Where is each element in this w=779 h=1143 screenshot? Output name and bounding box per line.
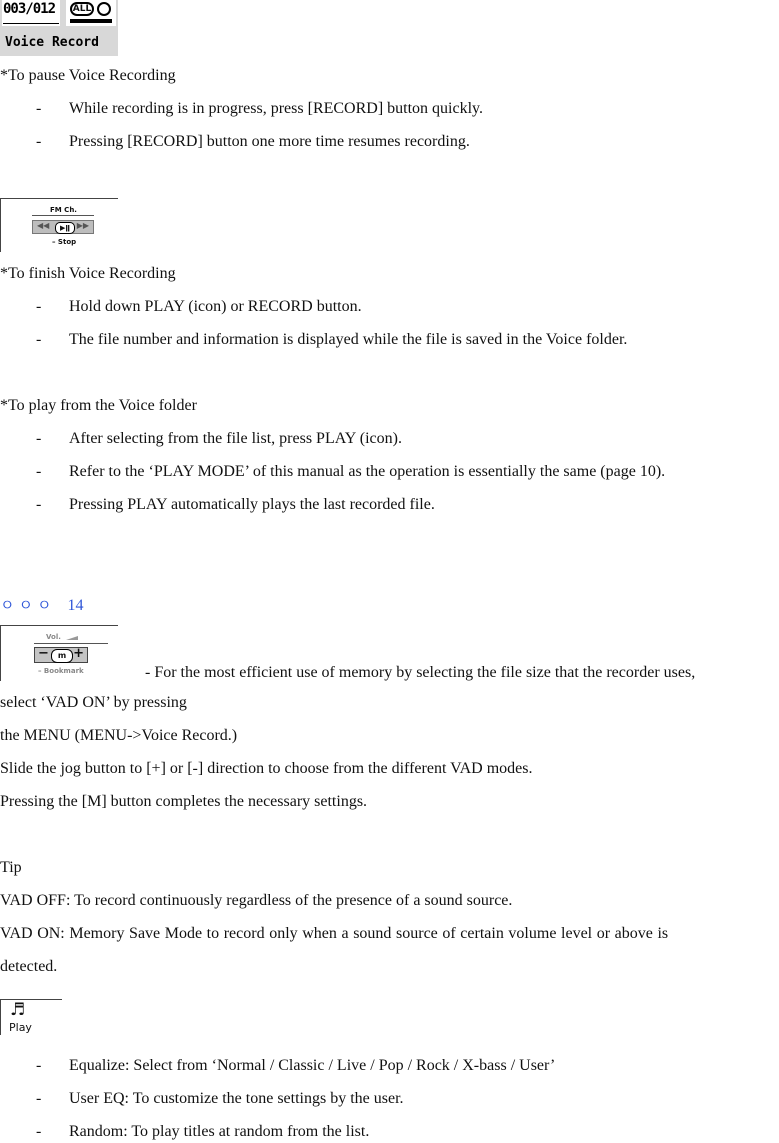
- lcd-divider: [3, 23, 59, 24]
- vad-line-1: - For the most efficient use of memory by selecting the file size that the recorder uses,: [145, 664, 696, 681]
- bullet-dash: -: [36, 1123, 42, 1140]
- vad-line-5: Pressing the [M] button completes the necessary settings.: [0, 793, 368, 810]
- menu-m-icon: m: [51, 649, 73, 663]
- control-top-label: Vol.: [46, 633, 61, 641]
- page-marker: [0, 594, 83, 615]
- control-bar: [32, 220, 94, 234]
- bullet-dash: -: [36, 331, 42, 348]
- vol-bar-icon: [70, 19, 112, 23]
- vad-line-2: select ‘VAD ON’ by pressing: [0, 694, 187, 711]
- play-folder-heading: *To play from the Voice folder: [0, 397, 197, 414]
- lcd-voice-record-image: [0, 0, 118, 56]
- image-frame-top: [0, 625, 118, 626]
- control-bar: [34, 647, 88, 663]
- image-frame-left: [0, 625, 1, 681]
- volume-control-image: [0, 625, 118, 681]
- tip-vad-on-line-2: detected.: [0, 958, 58, 975]
- plus-icon: +: [73, 646, 84, 661]
- bullet-text: Random: To play titles at random from the list.: [69, 1123, 370, 1140]
- rewind-icon: ◀◀: [37, 221, 50, 230]
- volume-ramp-icon: [66, 636, 78, 640]
- bullet-dash: -: [36, 298, 42, 315]
- bullet-text: After selecting from the file list, press PLAY (icon).: [69, 430, 402, 447]
- image-frame-left: [0, 198, 1, 252]
- minus-icon: −: [38, 646, 49, 661]
- tip-title: Tip: [0, 859, 22, 876]
- image-frame-left: [0, 999, 1, 1035]
- vad-line-3: the MENU (MENU->Voice Record.): [0, 727, 238, 744]
- tip-vad-off: VAD OFF: To record continuously regardless of the presence of a sound source.: [0, 892, 513, 909]
- bullet-dash: -: [36, 133, 42, 150]
- bullet-text: Pressing [RECORD] button one more time resumes recording.: [69, 133, 470, 150]
- bullet-text: Refer to the ‘PLAY MODE’ of this manual as the operation is essentially the same (page 10).: [69, 463, 666, 480]
- bullet-dash: -: [36, 1057, 42, 1074]
- music-note-icon: ♬: [10, 1000, 26, 1020]
- page-number: 14: [67, 597, 84, 614]
- pause-heading: *To pause Voice Recording: [0, 67, 176, 84]
- play-pause-icon: ▶ǁ: [55, 222, 75, 234]
- page-marker-chars: ㅇㅇㅇ: [0, 596, 56, 614]
- bullet-dash: -: [36, 430, 42, 447]
- control-rule: [34, 643, 108, 644]
- all-badge-icon: [70, 2, 94, 16]
- bullet-text: User EQ: To customize the tone settings by the user.: [69, 1090, 404, 1107]
- tip-vad-on-line-1: VAD ON: Memory Save Mode to record only when a sound source of certain volume level or above is: [0, 925, 669, 942]
- play-icon-label: Play: [9, 1021, 32, 1034]
- bullet-text: Pressing PLAY automatically plays the last recorded file.: [69, 496, 435, 513]
- bullet-dash: -: [36, 100, 42, 117]
- bullet-text: Hold down PLAY (icon) or RECORD button.: [69, 298, 362, 315]
- bullet-text: While recording is in progress, press [RECORD] button quickly.: [69, 100, 484, 117]
- control-bottom-label: – Stop: [52, 238, 77, 246]
- bullet-dash: -: [36, 1090, 42, 1107]
- fast-forward-icon: ▶▶: [76, 221, 89, 230]
- finish-heading: *To finish Voice Recording: [0, 265, 176, 282]
- bullet-text: The file number and information is displayed while the file is saved in the Voice folder.: [69, 331, 628, 348]
- control-rule: [32, 215, 94, 216]
- bullet-text: Equalize: Select from ‘Normal / Classic / Live / Pop / Rock / X-bass / User’: [69, 1057, 556, 1074]
- control-top-label: FM Ch.: [50, 206, 77, 214]
- lock-icon: [97, 2, 111, 16]
- vad-line-4: Slide the jog button to [+] or [-] direction to choose from the different VAD modes.: [0, 760, 533, 777]
- lcd-counter: 003/012: [3, 1, 56, 17]
- play-mode-icon-image: [0, 999, 62, 1035]
- control-bottom-label: – Bookmark: [38, 667, 84, 675]
- image-frame-top: [0, 198, 118, 199]
- all-badge-label: ALL: [72, 4, 92, 14]
- play-stop-control-image: [0, 198, 118, 252]
- lcd-label: Voice Record: [5, 35, 99, 50]
- bullet-dash: -: [36, 496, 42, 513]
- bullet-dash: -: [36, 463, 42, 480]
